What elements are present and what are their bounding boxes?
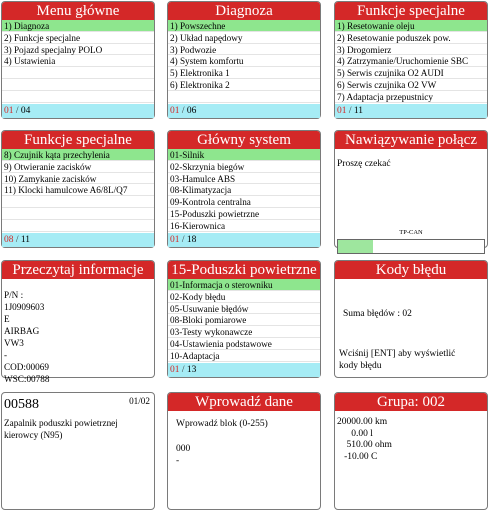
- page-total: 11: [353, 106, 364, 116]
- panel-title: Menu główne: [2, 2, 154, 20]
- panel-body: [168, 411, 320, 509]
- poduszki-panel: [167, 260, 321, 378]
- info-line: 1J0909603: [4, 302, 45, 312]
- menu-item-funkcje-specjalne[interactable]: 2) Funkcje specjalne: [2, 32, 154, 44]
- fault-page-indicator: 01/02: [129, 396, 150, 406]
- page-current: 01: [170, 106, 180, 116]
- info-line: COD:00069: [4, 362, 49, 372]
- info-line: -: [4, 350, 8, 360]
- page-counter: 01 / 13: [168, 363, 320, 377]
- connection-progress-bar: [337, 239, 485, 254]
- menu-list: [168, 20, 320, 103]
- progress-fill: [338, 240, 373, 253]
- info-line: E: [4, 314, 10, 324]
- enter-hint: [339, 348, 479, 372]
- grupa-panel: [334, 392, 488, 510]
- menu-item-powszechne[interactable]: 1) Powszechne: [168, 20, 320, 32]
- input-cursor: -: [176, 456, 180, 466]
- panel-body: [335, 411, 487, 509]
- connecting-panel: [334, 130, 488, 248]
- menu-item-kierownica[interactable]: 16-Kierownica: [168, 220, 320, 232]
- panel-body: [335, 20, 487, 118]
- menu-item-skrzynia-biegow[interactable]: 02-Skrzynia biegów: [168, 161, 320, 173]
- panel-title: Główny system: [168, 131, 320, 149]
- panel-body: [335, 279, 487, 377]
- funkcje-specjalne-panel-1: [334, 1, 488, 119]
- fault-desc-line: Zapalnik poduszki powietrznej: [4, 418, 118, 428]
- menu-item-empty: [2, 91, 154, 103]
- panel-title: Grupa: 002: [335, 393, 487, 411]
- info-line: P/N :: [4, 290, 24, 300]
- measurement-value: 510.00 ohm: [337, 440, 392, 450]
- menu-item-o2-audi[interactable]: 5) Serwis czujnika O2 AUDI: [335, 67, 487, 79]
- menu-list: [2, 20, 154, 103]
- panel-body: [335, 149, 487, 247]
- panel-title: Funkcje specjalne: [2, 131, 154, 149]
- block-number-input[interactable]: 000: [176, 444, 191, 454]
- menu-item-informacja-o-sterowniku[interactable]: 01-Informacja o sterowniku: [168, 279, 320, 291]
- menu-item-empty: [2, 208, 154, 220]
- menu-item-kontrola-centralna[interactable]: 09-Kontrola centralna: [168, 196, 320, 208]
- menu-item-ustawienia[interactable]: 4) Ustawienia: [2, 55, 154, 67]
- panel-title: Kody błędu: [335, 261, 487, 279]
- measurement-values: [337, 417, 392, 463]
- glowny-system-panel: [167, 130, 321, 248]
- main-menu-panel: [1, 1, 155, 119]
- measurement-value: 20000.00 km: [337, 417, 388, 427]
- menu-list: [2, 149, 154, 232]
- menu-item-empty: [2, 220, 154, 232]
- diagnoza-panel: [167, 1, 321, 119]
- input-label: Wprowadź blok (0-255): [176, 419, 268, 429]
- fault-description: [4, 417, 149, 441]
- menu-item-klimatyzacja[interactable]: 08-Klimatyzacja: [168, 184, 320, 196]
- page-total: 04: [20, 106, 31, 116]
- menu-item-czujnik-kata[interactable]: 8) Czujnik kąta przechylenia: [2, 149, 154, 161]
- menu-item-o2-vw[interactable]: 6) Serwis czujnika O2 VW: [335, 79, 487, 91]
- info-line: WSC:00788: [4, 374, 50, 384]
- page-total: 13: [186, 365, 197, 375]
- menu-item-elektronika-2[interactable]: 6) Elektronika 2: [168, 79, 320, 91]
- panel-title: Funkcje specjalne: [335, 2, 487, 20]
- page-counter: 01 / 06: [168, 104, 320, 118]
- protocol-label: TP-CAN: [399, 229, 423, 236]
- page-counter: 08 / 11: [2, 233, 154, 247]
- panel-body: [2, 20, 154, 118]
- menu-item-adaptacja[interactable]: 10-Adaptacja: [168, 350, 320, 362]
- panel-title: Wprowadź dane: [168, 393, 320, 411]
- page-total: 18: [186, 235, 197, 245]
- menu-item-testy-wykonawcze[interactable]: 03-Testy wykonawcze: [168, 326, 320, 338]
- page-total: 06: [186, 106, 197, 116]
- page-current: 08: [4, 235, 14, 245]
- menu-item-bloki-pomiarowe[interactable]: 08-Bloki pomiarowe: [168, 314, 320, 326]
- menu-list: [168, 279, 320, 362]
- page-current: 01: [337, 106, 347, 116]
- panel-title: Diagnoza: [168, 2, 320, 20]
- panel-body: [168, 279, 320, 377]
- read-info-panel: [1, 260, 155, 384]
- fault-detail-panel: [1, 392, 155, 510]
- hint-line: kody błędu: [339, 361, 382, 371]
- menu-item-reset-poduszek[interactable]: 2) Resetowanie poduszek pow.: [335, 32, 487, 44]
- menu-item-hamulce-abs[interactable]: 03-Hamulce ABS: [168, 173, 320, 185]
- page-total: 11: [20, 235, 31, 245]
- info-line: VW3: [4, 338, 24, 348]
- menu-item-system-komfortu[interactable]: 4) System komfortu: [168, 55, 320, 67]
- menu-item-drogomierz[interactable]: 3) Drogomierz: [335, 44, 487, 56]
- page-current: 01: [4, 106, 14, 116]
- funkcje-specjalne-panel-2: [1, 130, 155, 248]
- menu-item-empty: [2, 67, 154, 79]
- page-current: 01: [170, 235, 180, 245]
- menu-item-elektronika-1[interactable]: 5) Elektronika 1: [168, 67, 320, 79]
- menu-item-otwieranie-zaciskow[interactable]: 9) Otwieranie zacisków: [2, 161, 154, 173]
- menu-item-diagnoza[interactable]: 1) Diagnoza: [2, 20, 154, 32]
- menu-item-podwozie[interactable]: 3) Podwozie: [168, 44, 320, 56]
- menu-item-sbc[interactable]: 4) Zatrzymanie/Uruchomienie SBC: [335, 55, 487, 67]
- page-current: 01: [170, 365, 180, 375]
- error-count: Suma błędów : 02: [343, 309, 412, 319]
- measurement-value: 0.00 l: [337, 428, 373, 439]
- panel-body: [2, 279, 154, 384]
- menu-list: [168, 149, 320, 232]
- panel-body: [2, 149, 154, 247]
- page-counter: 01 / 11: [335, 104, 487, 118]
- panel-body: [168, 149, 320, 247]
- wait-message: Proszę czekać: [337, 159, 391, 169]
- page-counter: 01 / 18: [168, 233, 320, 247]
- menu-item-adaptacja-przepustnicy[interactable]: 7) Adaptacja przepustnicy: [335, 91, 487, 103]
- page-counter: 01 / 04: [2, 104, 154, 118]
- menu-item-usuwanie-bledow[interactable]: 05-Usuwanie błędów: [168, 303, 320, 315]
- menu-item-empty: [2, 79, 154, 91]
- menu-item-empty: [168, 91, 320, 103]
- kody-bledu-panel: [334, 260, 488, 378]
- menu-item-ustawienia-podstawowe[interactable]: 04-Ustawienia podstawowe: [168, 338, 320, 350]
- info-line: AIRBAG: [4, 326, 40, 336]
- menu-item-reset-oleju[interactable]: 1) Resetowanie oleju: [335, 20, 487, 32]
- menu-item-uklad-napedowy[interactable]: 2) Układ napędowy: [168, 32, 320, 44]
- fault-desc-line: kierowcy (N95): [4, 430, 63, 440]
- menu-item-klocki-hamulcowe[interactable]: 11) Klocki hamulcowe A6/8L/Q7: [2, 184, 154, 196]
- menu-list: [335, 20, 487, 103]
- hint-line: Wciśnij [ENT] aby wyświetlić: [339, 349, 456, 359]
- menu-item-zamykanie-zaciskow[interactable]: 10) Zamykanie zacisków: [2, 173, 154, 185]
- wprowadz-dane-panel: [167, 392, 321, 510]
- menu-item-kody-bledu[interactable]: 02-Kody błędu: [168, 291, 320, 303]
- fault-code: 00588: [4, 397, 39, 412]
- info-lines: [4, 289, 49, 385]
- panel-title: 15-Poduszki powietrzne: [168, 261, 320, 279]
- panel-title: Przeczytaj informacje: [2, 261, 154, 279]
- menu-item-pojazd-specjalny[interactable]: 3) Pojazd specjalny POLO: [2, 44, 154, 56]
- panel-body: [2, 393, 154, 509]
- menu-item-empty: [2, 196, 154, 208]
- menu-item-poduszki-powietrzne[interactable]: 15-Poduszki powietrzne: [168, 208, 320, 220]
- panel-title: Nawiązywanie połącz: [335, 131, 487, 149]
- menu-item-silnik[interactable]: 01-Silnik: [168, 149, 320, 161]
- panel-body: [168, 20, 320, 118]
- measurement-value: -10.00 C: [337, 451, 378, 462]
